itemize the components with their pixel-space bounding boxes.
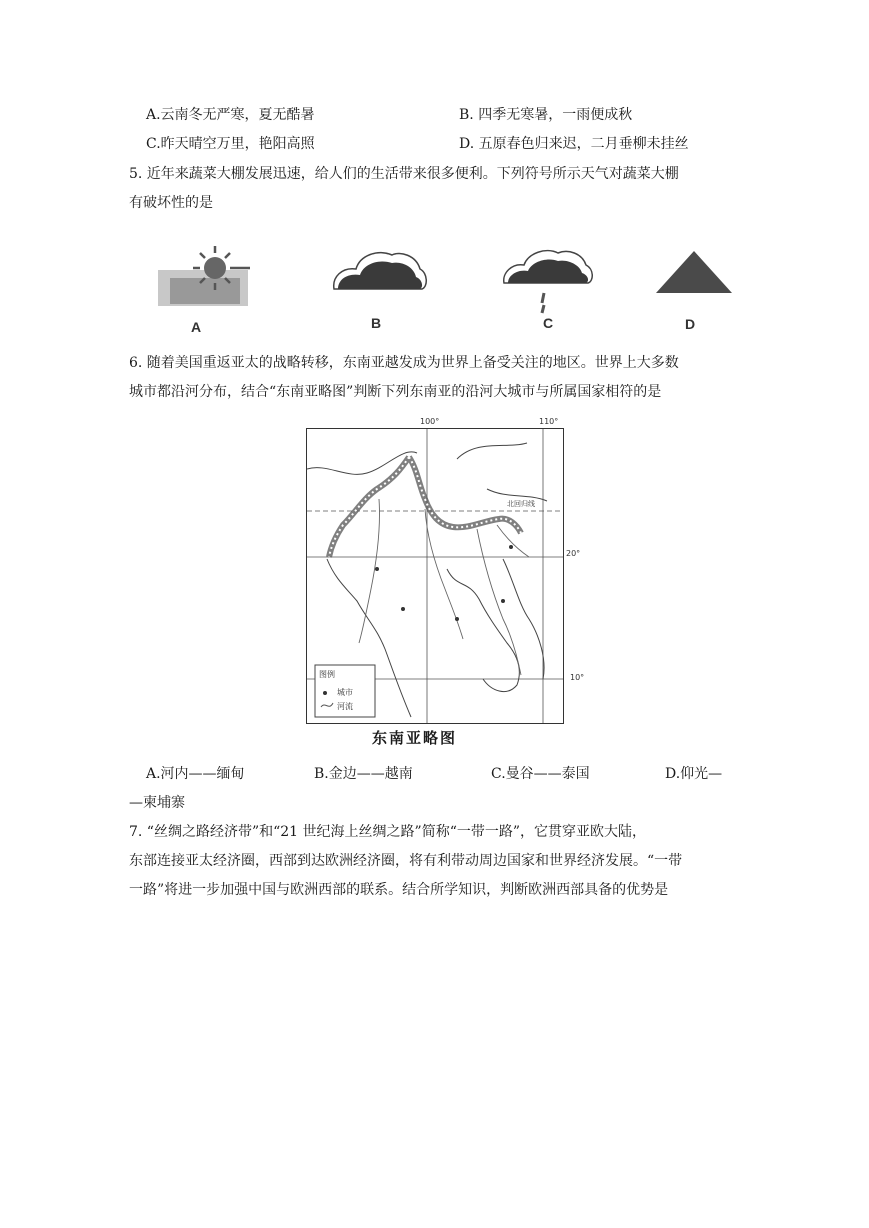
map-tropic-label: 北回归线 bbox=[507, 500, 535, 508]
q5-symbol-b-label: B bbox=[371, 315, 382, 331]
sunny-icon bbox=[150, 238, 260, 308]
q6-option-d-continued: —柬埔寨 bbox=[129, 795, 185, 811]
q5-stem-line2: 有破坏性的是 bbox=[129, 195, 213, 211]
q4-option-b: B. 四季无寒暑，一雨便成秋 bbox=[459, 107, 633, 123]
q5-symbol-d-label: D bbox=[685, 316, 696, 332]
map-lat-10-label: 10° bbox=[570, 673, 585, 682]
q6-option-b: B.金边——越南 bbox=[314, 766, 413, 782]
rain-cloud-icon bbox=[500, 247, 596, 317]
q4-option-a: A.云南冬无严寒，夏无酷暑 bbox=[146, 107, 315, 123]
map-legend-city: 城市 bbox=[337, 688, 353, 697]
q5-symbol-c-label: C bbox=[543, 315, 554, 331]
map-legend-river: 河流 bbox=[337, 702, 353, 711]
q4-option-d: D. 五原春色归来迟，二月垂柳未挂丝 bbox=[459, 136, 689, 152]
map-lon-110-label: 110° bbox=[539, 417, 559, 426]
map-title: 东南亚略图 bbox=[372, 729, 458, 747]
q7-stem-line1: 7. “丝绸之路经济带”和“21 世纪海上丝绸之路”简称“一带一路”，它贯穿亚欧大陆， bbox=[129, 824, 647, 840]
q6-stem-line2: 城市都沿河分布，结合“东南亚略图”判断下列东南亚的沿河大城市与所属国家相符的是 bbox=[129, 384, 662, 400]
sandstorm-icon bbox=[654, 249, 734, 295]
overcast-cloud-icon bbox=[330, 247, 430, 295]
q6-option-a: A.河内——缅甸 bbox=[146, 766, 245, 782]
q6-option-d: D.仰光— bbox=[665, 766, 723, 782]
southeast-asia-map bbox=[306, 428, 564, 724]
q6-option-c: C.曼谷——泰国 bbox=[491, 766, 590, 782]
q6-stem-line1: 6. 随着美国重返亚太的战略转移，东南亚越发成为世界上备受关注的地区。世界上大多数 bbox=[129, 355, 679, 371]
map-lat-20-label: 20° bbox=[566, 549, 581, 558]
q5-stem-line1: 5. 近年来蔬菜大棚发展迅速，给人们的生活带来很多便利。下列符号所示天气对蔬菜大棚 bbox=[129, 166, 679, 182]
map-legend-title: 图例 bbox=[319, 670, 335, 679]
q5-symbol-a-label: A bbox=[191, 319, 202, 335]
q7-stem-line3: 一路”将进一步加强中国与欧洲西部的联系。结合所学知识，判断欧洲西部具备的优势是 bbox=[129, 882, 669, 898]
q7-stem-line2: 东部连接亚太经济圈，西部到达欧洲经济圈，将有利带动周边国家和世界经济发展。“一带 bbox=[129, 853, 683, 869]
q4-option-c: C.昨天晴空万里，艳阳高照 bbox=[146, 136, 315, 152]
map-lon-100-label: 100° bbox=[420, 417, 440, 426]
